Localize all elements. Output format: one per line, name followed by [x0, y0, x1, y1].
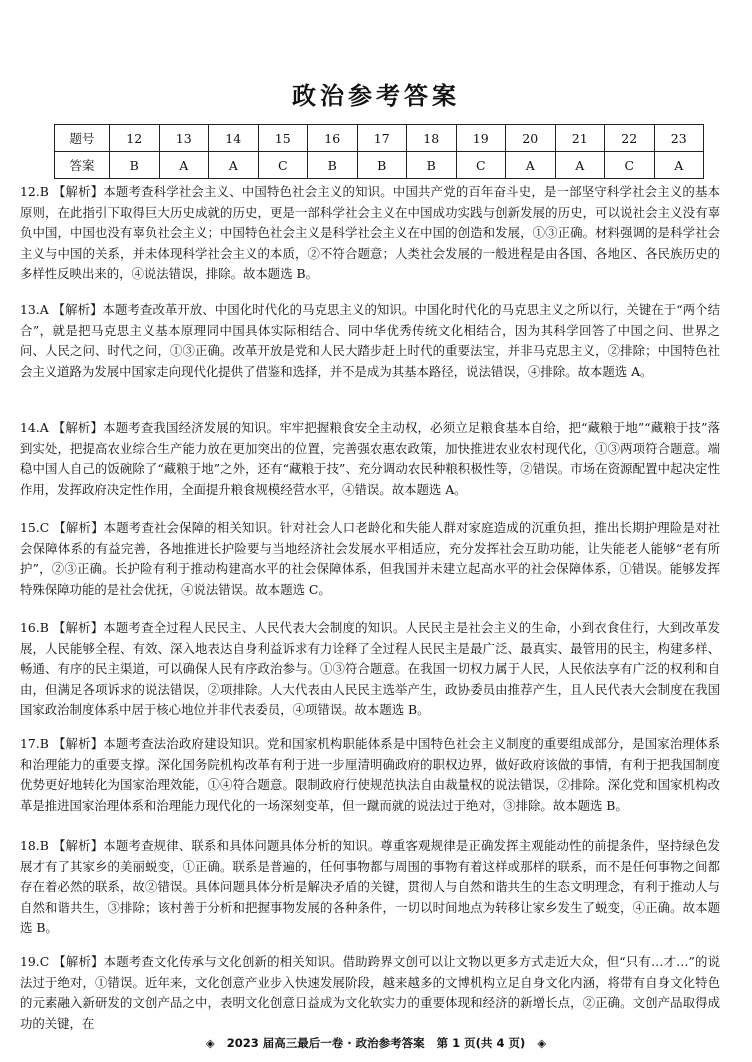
- answer-cell: B: [357, 152, 407, 179]
- answer-cell: A: [506, 152, 556, 179]
- question-number-cell: 14: [209, 125, 259, 152]
- answer-cell: B: [110, 152, 160, 179]
- row-label: 答案: [55, 152, 110, 179]
- footer-doc-title: 2023 届高三最后一卷 · 政治参考答案: [226, 1036, 425, 1050]
- question-number-cell: 23: [654, 125, 704, 152]
- answer-cell: A: [555, 152, 605, 179]
- explanation-paragraph-17: 17.B 【解析】本题考查法治政府建设知识。党和国家机构职能体系是中国特色社会主义制度的重要组成部分，是国家治理体系和治理能力的重要支撑。深化国务院机构改革有利于进一步厘清明确政府的职权边界，做好政府该做的事情，有利于把我国制度优势更好地转化为国家治理效能，①④符合题意。限制政府行使规范执法自由裁量权的说法错误，②排除。深化党和国家机构改革是推进国家治理体系和治理能力现代化的一场深刻变革，但一蹴而就的说法过于绝对，③排除。故本题选 B。: [20, 736, 720, 813]
- explanation-paragraph-13: 13.A 【解析】本题考查改革开放、中国化时代化的马克思主义的知识。中国化时代化的马克思主义之所以行，关键在于“两个结合”，就是把马克思主义基本原理同中国具体实际相结合、同中华优秀传统文化相结合，因为其科学回答了中国之问、世界之问、人民之问、时代之问，①③正确。改革开放是党和人民大踏步赶上时代的重要法宝，并非马克思主义，②排除；中国特色社会主义道路为发展中国家走向现代化提供了借鉴和选择，并不是成为其基本路径，说法错误，④排除。故本题选 A。: [20, 302, 720, 379]
- explanation-paragraph-15: 15.C 【解析】本题考查社会保障的相关知识。针对社会人口老龄化和失能人群对家庭造成的沉重负担，推出长期护理险是对社会保障体系的有益完善，各地推进长护险要与当地经济社会发展水平相适应，充分发挥社会互助功能，让失能老人能够“老有所护”，②③正确。长护险有利于推动构建高水平的社会保障体系，但我国并未建立起高水平的社会保障体系，①错误。能够发挥特殊保障功能的是社会优抚，④说法错误。故本题选 C。: [20, 520, 720, 597]
- answer-cell: B: [407, 152, 457, 179]
- answer-cell: B: [308, 152, 358, 179]
- answer-cell: C: [258, 152, 308, 179]
- footer-page-number: 第 1 页(共 4 页): [436, 1036, 526, 1050]
- diamond-icon: ◈: [537, 1036, 547, 1050]
- question-number-cell: 15: [258, 125, 308, 152]
- answer-row: [55, 152, 704, 179]
- explanation-paragraph-12: 12.B 【解析】本题考查科学社会主义、中国特色社会主义的知识。中国共产党的百年奋斗史，是一部坚守科学社会主义的基本原则，在此指引下取得巨大历史成就的历史，更是一部科学社会主义在中国成功实践与创新发展的历史，可以说社会主义没有辜负中国，中国也没有辜负社会主义；中国特色社会主义是科学社会主义在中国的创造和发展，①③正确。材料强调的是科学社会主义与中国的关系，并未体现科学社会主义的本质，②不符合题意；人类社会发展的一般进程是由各国、各地区、各民族历史的多样性反映出来的，④说法错误，排除。故本题选 B。: [20, 184, 720, 282]
- question-number-cell: 22: [605, 125, 655, 152]
- answer-table: [54, 124, 704, 179]
- question-number-cell: 12: [110, 125, 160, 152]
- explanation-paragraph-14: 14.A 【解析】本题考查我国经济发展的知识。牢牢把握粮食安全主动权，必须立足粮食基本自给，把“藏粮于地”“藏粮于技”落到实处，把提高农业综合生产能力放在更加突出的位置，完善强农惠农政策，加快推进农业农村现代化，①③两项符合题意。端稳中国人自己的饭碗除了“藏粮于地”之外，还有“藏粮于技”、充分调动农民种粮积极性等，②错误。市场在资源配置中起决定性作用，发挥政府决定性作用，全面提升粮食规模经营水平，④错误。故本题选 A。: [20, 420, 720, 497]
- question-number-cell: 13: [159, 125, 209, 152]
- page-title: 政治参考答案: [292, 82, 460, 110]
- page-footer: [0, 1035, 752, 1051]
- diamond-icon: ◈: [205, 1036, 215, 1050]
- answer-cell: C: [456, 152, 506, 179]
- question-number-cell: 18: [407, 125, 457, 152]
- question-number-cell: 17: [357, 125, 407, 152]
- question-number-cell: 21: [555, 125, 605, 152]
- explanation-paragraph-18: 18.B 【解析】本题考查规律、联系和具体问题具体分析的知识。尊重客观规律是正确发挥主观能动性的前提条件，坚持绿色发展才有了其家乡的美丽蜕变，①正确。联系是普遍的，任何事物都与周围的事物有着这样或那样的联系，而不是任何事物之间都存在着必然的联系，故②错误。具体问题具体分析是解决矛盾的关键，贯彻人与自然和谐共生的生态文明理念，有利于推动人与自然和谐共生，③排除；该村善于分析和把握事物发展的各种条件，一切以时间地点为转移让家乡发生了蜕变，④正确。故本题选 B。: [20, 838, 720, 936]
- question-number-cell: 19: [456, 125, 506, 152]
- row-label: 题号: [55, 125, 110, 152]
- question-number-row: [55, 125, 704, 152]
- answer-cell: C: [605, 152, 655, 179]
- question-number-cell: 20: [506, 125, 556, 152]
- answer-cell: A: [159, 152, 209, 179]
- answer-cell: A: [209, 152, 259, 179]
- answer-cell: A: [654, 152, 704, 179]
- question-number-cell: 16: [308, 125, 358, 152]
- explanation-paragraph-16: 16.B 【解析】本题考查全过程人民民主、人民代表大会制度的知识。人民民主是社会主义的生命，小到衣食住行，大到改革发展，人民能够全程、有效、深入地表达自身利益诉求有力诠释了全过程人民民主是最广泛、最真实、最管用的民主，构建多样、畅通、有序的民主渠道，可以确保人民有序政治参与。①③符合题意。在我国一切权力属于人民，人民依法享有广泛的权利和自由，但满足各项诉求的说法错误，②项排除。人大代表由人民民主选举产生，政协委员由推荐产生，且人民代表大会制度在我国国家政治制度体系中居于核心地位并非代表委员，④项错误。故本题选 B。: [20, 620, 720, 718]
- explanation-paragraph-19: 19.C 【解析】本题考查文化传承与文化创新的相关知识。借助跨界文创可以让文物以更多方式走近大众，但“只有…才…”的说法过于绝对，①错误。近年来，文化创意产业步入快速发展阶段，越来越多的文博机构立足自身文化内涵，将带有自身文化特色的元素融入新研发的文创产品之中，表明文化创意日益成为文化软实力的重要体现和经济的新增长点，②正确。文创产品取得成功的关键，在: [20, 954, 720, 1031]
